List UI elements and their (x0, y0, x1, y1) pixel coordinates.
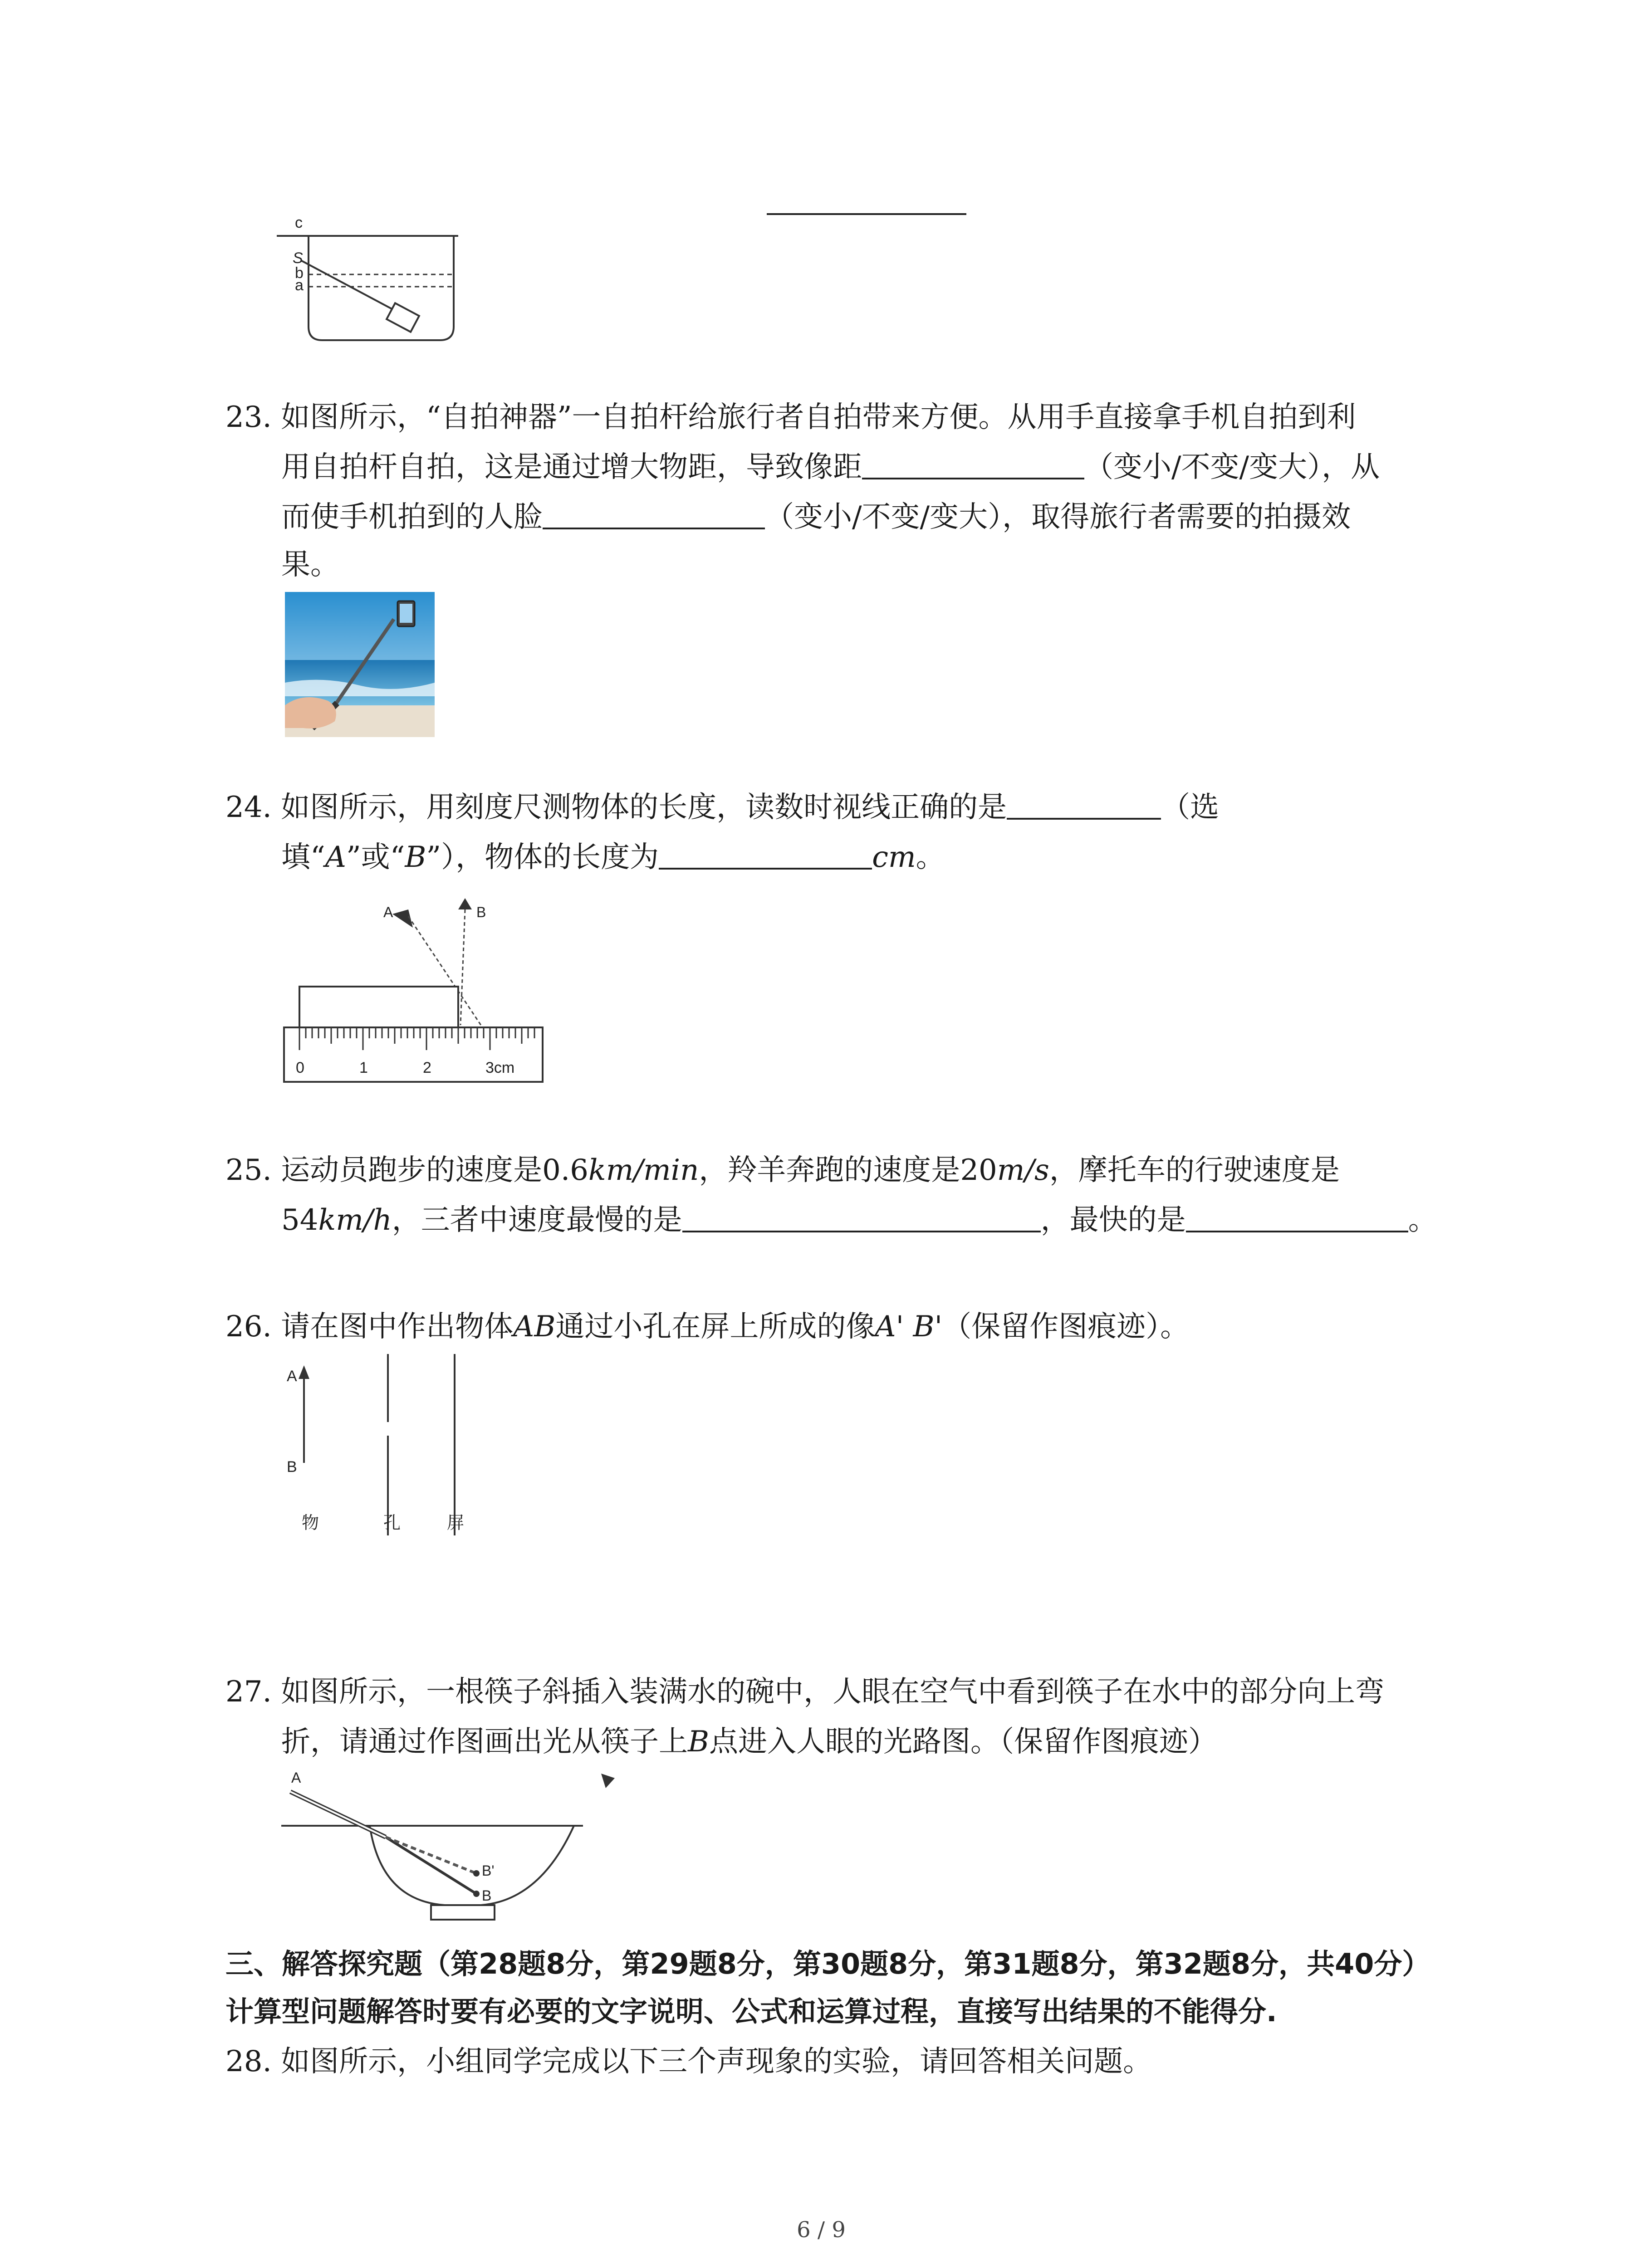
chopstick-actual (386, 1837, 476, 1894)
section3-title (225, 1946, 1430, 1982)
q25-text2a: ，三者中速度最慢的是 (392, 1203, 682, 1237)
q25-unit1: km/min (588, 1154, 699, 1187)
label-c: c (295, 218, 303, 231)
q25-line2 (281, 1202, 1437, 1238)
q26-text1c: （保留作图痕迹）。 (942, 1310, 1190, 1344)
tick-label-1: 1 (359, 1059, 368, 1076)
q25-text2b: ，最快的是 (1040, 1203, 1186, 1237)
label-hole: 孔 (383, 1514, 401, 1533)
q22-answer-blank[interactable] (767, 213, 966, 215)
q26-line1 (225, 1309, 1189, 1345)
q24-text1a: 如图所示，用刻度尺测物体的长度，读数时视线正确的是 (281, 791, 1007, 824)
sight-line-b (460, 909, 465, 1025)
q26-text1b: 通过小孔在屏上所成的像 (555, 1310, 875, 1344)
label-object: 物 (302, 1514, 319, 1533)
q25-blank-slowest[interactable] (682, 1203, 1041, 1232)
q23-text4: 果。 (281, 548, 339, 582)
q25-unit3: km/h (318, 1203, 392, 1237)
q22-container-figure (272, 218, 472, 345)
label-screen: 屏 (447, 1514, 465, 1533)
point-b (473, 1891, 480, 1897)
q25-value1: 0.6 (542, 1154, 588, 1187)
label-a: a (295, 277, 304, 294)
q25-value2: 20 (960, 1154, 997, 1187)
q23-line4 (281, 547, 339, 583)
q25-unit2: m/s (997, 1154, 1049, 1187)
q23-text2a: 用自拍杆自拍，这是通过增大物距，导致像距 (281, 450, 862, 484)
q25-text1b: ，羚羊奔跑的速度是 (699, 1154, 960, 1187)
q24-blank-correct-sight[interactable] (1007, 791, 1161, 820)
q27-line1 (225, 1674, 1384, 1710)
q23-number: 23. (225, 401, 272, 434)
q26-ab-image: A' B' (875, 1310, 943, 1344)
bowl-base (431, 1905, 495, 1920)
section3-note (225, 1994, 1277, 2030)
section3-title-text: 三、解答探究题（第28题8分，第29题8分，第30题8分，第31题8分，第32题8分，共40分） (225, 1947, 1430, 1980)
q27-text1: 如图所示，一根筷子斜插入装满水的碗中，人眼在空气中看到筷子在水中的部分向上弯 (281, 1675, 1385, 1709)
q24-unit: cm (872, 841, 916, 874)
q25-value3: 54 (281, 1203, 318, 1237)
q26-text1a: 请在图中作出物体 (281, 1310, 514, 1344)
q26-ab: AB (513, 1310, 556, 1344)
eye-b-icon (458, 898, 472, 909)
q23-line1 (225, 399, 1356, 435)
q26-pinhole-figure (281, 1354, 499, 1545)
q23-text1: 如图所示，“自拍神器”一自拍杆给旅行者自拍带来方便。从用手直接拿手机自拍到利 (281, 401, 1356, 434)
tick-label-0: 0 (296, 1059, 304, 1076)
q23-text3a: 而使手机拍到的人脸 (281, 500, 543, 534)
q25-text1c: ，摩托车的行驶速度是 (1049, 1154, 1340, 1187)
q24-end: 。 (916, 841, 945, 874)
q24-text1b: （选 (1161, 791, 1220, 824)
q24-text2a: 填“ (281, 841, 325, 874)
label-eye-a: A (383, 904, 393, 920)
q24-line2 (281, 839, 945, 875)
q23-blank-image-distance[interactable] (862, 450, 1084, 479)
label-a: A (291, 1769, 301, 1786)
q25-blank-fastest[interactable] (1186, 1203, 1408, 1232)
tick-label-3: 3cm (485, 1059, 515, 1076)
light-ray (302, 261, 404, 315)
q26-number: 26. (225, 1310, 272, 1344)
bowl-outline (370, 1826, 574, 1905)
q24-ruler-figure (272, 889, 554, 1102)
q27-bowl-figure (272, 1765, 635, 1928)
q28-line1 (225, 2043, 1152, 2080)
label-s: S (293, 249, 303, 267)
q27-line2 (281, 1724, 1217, 1760)
q24-option-a: A (325, 841, 346, 874)
label-b: B (287, 1458, 297, 1476)
q23-text2b: （变小/不变/变大），从 (1084, 450, 1380, 484)
container-outline (309, 236, 454, 340)
q23-line2 (281, 449, 1380, 485)
label-eye-b: B (476, 904, 486, 920)
label-b: B (482, 1887, 492, 1904)
q28-number: 28. (225, 2045, 272, 2078)
eye-icon (601, 1774, 615, 1788)
point-b-prime (473, 1870, 480, 1877)
q23-text3b: （变小/不变/变大），取得旅行者需要的拍摄效 (765, 500, 1351, 534)
label-b-prime: B' (482, 1862, 495, 1879)
q25-number: 25. (225, 1154, 272, 1187)
q25-text1a: 运动员跑步的速度是 (281, 1154, 543, 1187)
q24-text2c: ”），物体的长度为 (426, 841, 659, 874)
arrow-head (299, 1365, 309, 1379)
q24-number: 24. (225, 791, 272, 824)
q27-point-b: B (688, 1725, 710, 1759)
q28-text: 如图所示，小组同学完成以下三个声现象的实验，请回答相关问题。 (281, 2045, 1152, 2078)
q24-text2b: ”或“ (346, 841, 405, 874)
q24-line1 (225, 789, 1219, 826)
q27-text2b: 点进入人眼的光路图。（保留作图痕迹） (709, 1725, 1218, 1759)
q27-text2a: 折，请通过作图画出光从筷子上 (281, 1725, 688, 1759)
section3-note-text: 计算型问题解答时要有必要的文字说明、公式和运算过程，直接写出结果的不能得分. (225, 1995, 1277, 2028)
measured-object (299, 987, 458, 1027)
q27-number: 27. (225, 1675, 272, 1709)
q24-option-b: B (405, 841, 426, 874)
q25-line1 (225, 1152, 1340, 1188)
q25-end: 。 (1408, 1203, 1437, 1237)
page-number: 6 / 9 (797, 2217, 846, 2243)
tick-label-2: 2 (423, 1059, 431, 1076)
chopstick-highlight (290, 1792, 386, 1837)
q23-line3 (281, 499, 1351, 535)
light-source-box (387, 303, 419, 332)
label-b: b (295, 264, 304, 282)
q23-selfie-stick-photo (285, 592, 435, 737)
q23-blank-face-size[interactable] (543, 500, 765, 529)
q24-blank-length[interactable] (659, 841, 872, 870)
chopstick-apparent (386, 1837, 476, 1873)
label-a: A (287, 1368, 297, 1385)
